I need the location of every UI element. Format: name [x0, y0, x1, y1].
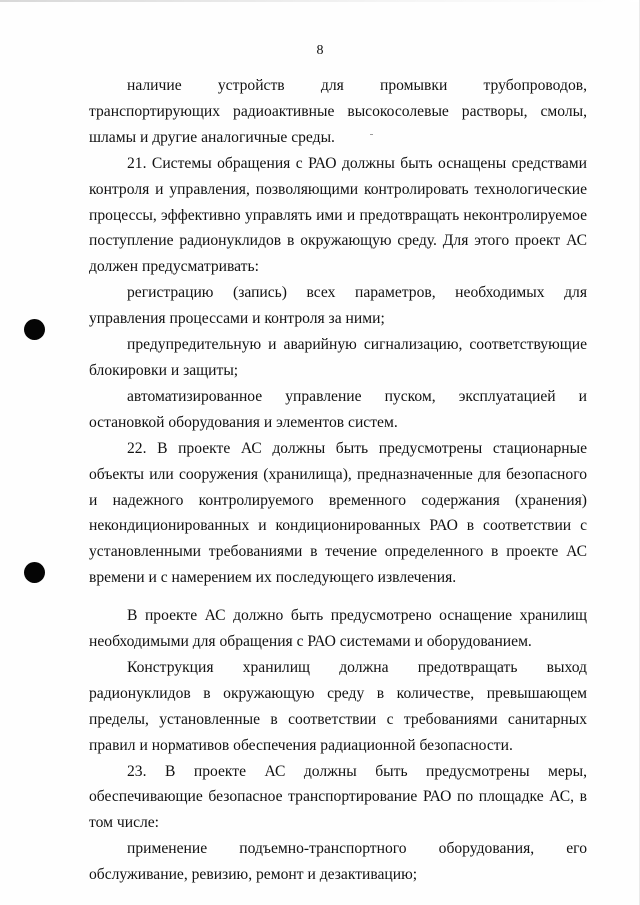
punch-hole — [24, 562, 45, 583]
paragraph-alarm: предупредительную и аварийную сигнализацию, соответствующие блокировки и защиты; — [89, 336, 587, 379]
paragraph-storage-design: Конструкция хранилищ должна предотвращать выход радионуклидов в окружающую среду в количестве, превышающем пределы, установленные в соответствии с требованиями санитарных правил и нормативов обеспечения радиационной безопасности. — [89, 658, 587, 754]
paragraph-registration: регистрацию (запись) всех параметров, необходимых для управления процессами и контроля за ними; — [89, 284, 587, 328]
paragraph-drainage-devices: наличие устройств для промывки трубопроводов, транспортирующих радиоактивные высокосолевые растворы, смолы, шламы и другие аналогичные среды. — [89, 77, 587, 146]
paragraph-automated-control: автоматизированное управление пуском, эксплуатацией и остановкой оборудования и элементов систем. — [89, 387, 587, 431]
punch-hole — [24, 319, 45, 340]
document-body — [89, 73, 587, 888]
scan-top-edge — [0, 0, 640, 2]
paragraph-item-22: 22. В проекте АС должны быть предусмотрены стационарные объекты или сооружения (хранилища), предназначенные для безопасного и надежного контролируемого временного содержания (хранения) некондиционированных и кондиционированных РАО в соответствии с установленными требованиями в течение определенного в проекте АС времени и с намерением их последующего извлечения. — [89, 439, 587, 587]
paragraph-item-21: 21. Системы обращения с РАО должны быть оснащены средствами контроля и управления, позволяющими контролировать технологические процессы, эффективно управлять ими и предотвращать неконтролируемое поступление радионуклидов в окружающую среду. Для этого проект АС должен предусматривать: — [89, 154, 587, 276]
paragraph-item-23: 23. В проекте АС должны быть предусмотрены меры, обеспечивающие безопасное транспортирование РАО по площадке АС, в том числе: — [89, 762, 587, 832]
scan-speck — [370, 134, 373, 135]
paragraph-storage-equipment: В проекте АС должно быть предусмотрено оснащение хранилищ необходимыми для обращения с РАО системами и оборудованием. — [89, 607, 587, 651]
page-number: 8 — [316, 43, 324, 58]
paragraph-lifting-equipment: применение подъемно-транспортного оборудования, его обслуживание, ревизию, ремонт и дезактивацию; — [89, 840, 587, 884]
